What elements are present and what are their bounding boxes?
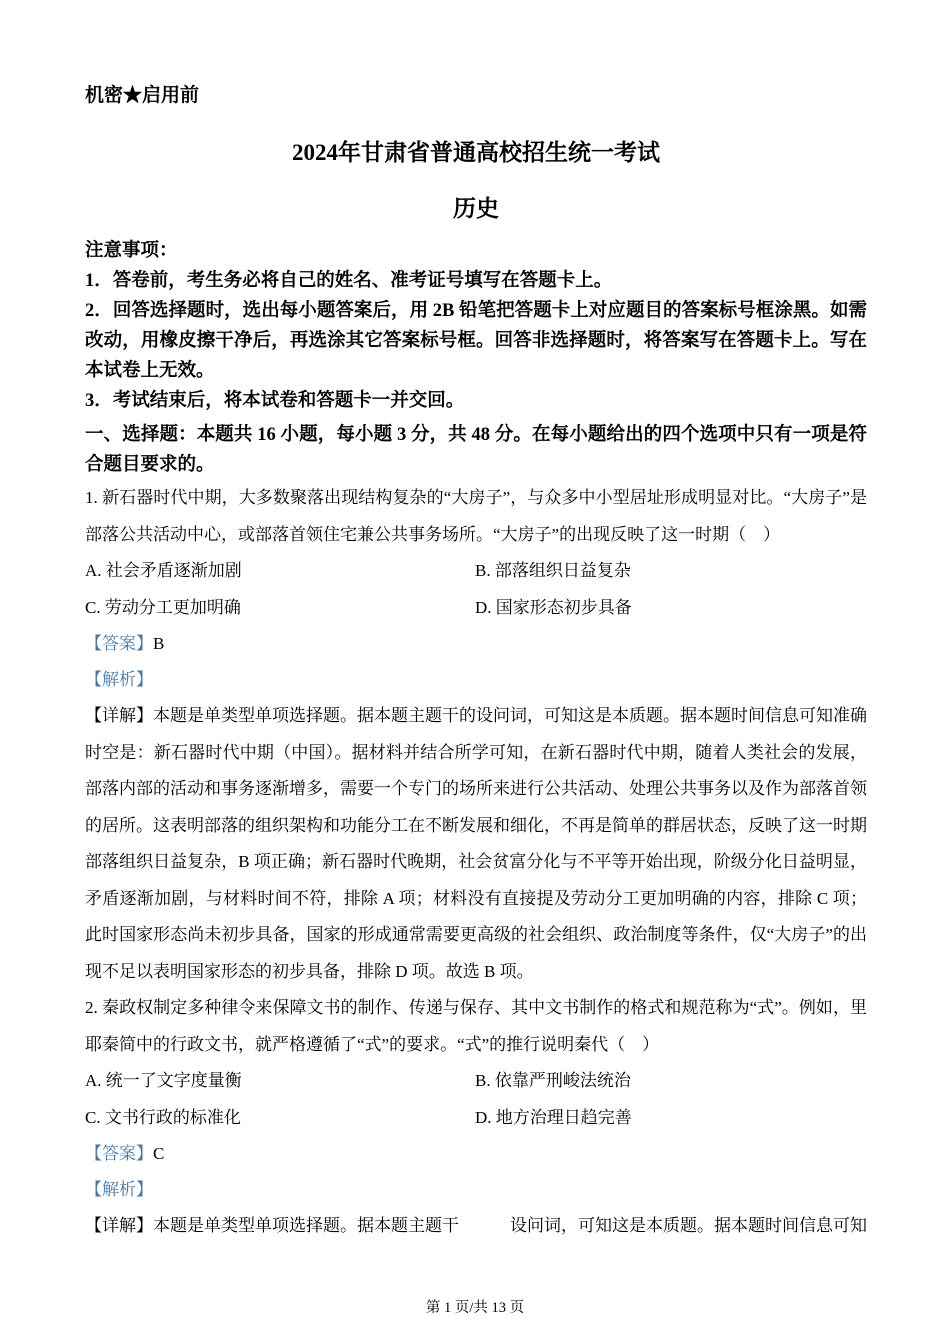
- question-2-answer-line: [85, 1136, 867, 1172]
- question-block-2: [85, 990, 867, 1245]
- question-2-option-c: C. 文书行政的标准化: [85, 1107, 241, 1127]
- notice-item-2: 2．回答选择题时，选出每小题答案后，用 2B 铅笔把答题卡上对应题目的答案标号框涂黑。如需改动，用橡皮擦干净后，再选涂其它答案标号框。回答非选择题时，将答案写在答题卡上。写在本试卷上无效。: [85, 301, 867, 381]
- subject-title: 历史: [453, 196, 499, 221]
- notice-heading: 注意事项：: [85, 241, 178, 261]
- question-1-detail-text: 本题是单类型单项选择题。据本题主题干的设问词，可知这是本质题。据本题时间信息可知准确时空是：新石器时代中期（中国）。据材料并结合所学可知，在新石器时代中期，随着人类社会的发展，部落内部的活动和事务逐渐增多，需要一个专门的场所来进行公共活动、处理公共事务以及作为部落首领的居所。这表明部落的组织架构和功能分工在不断发展和细化，不再是简单的群居状态，反映了这一时期部落组织日益复杂，B 项正确；新石器时代晚期，社会贫富分化与不平等开始出现，阶级分化日益明显，矛盾逐渐加剧，与材料时间不符，排除 A 项；材料没有直接提及劳动分工更加明确的内容，排除 C 项；此时国家形态尚未初步具备，国家的形成通常需要更高级的社会组织、政治制度等条件，仅“大房子”的出现不足以表明国家形态的初步具备，排除 D 项。故选 B 项。: [85, 706, 867, 981]
- question-block-1: [85, 480, 867, 990]
- page-number: 第 1 页/共 13 页: [425, 1300, 525, 1316]
- question-2-detail: [85, 1208, 867, 1245]
- question-1-option-b: B. 部落组织日益复杂: [475, 561, 631, 580]
- notice-item-1: 1．答卷前，考生务必将自己的姓名、准考证号填写在答题卡上。: [85, 271, 613, 291]
- analysis-label: 【解析】: [85, 1180, 153, 1199]
- question-2-detail-text: 本题是单类型单项选择题。据本题主题干 设问词，可知这是本质题。据本题时间信息可知: [153, 1216, 867, 1235]
- detail-label: 【详解】: [85, 706, 153, 725]
- question-1-analysis-line: [85, 662, 867, 698]
- question-2-option-d: D. 地方治理日趋完善: [475, 1107, 632, 1127]
- notice-item-3: 3．考试结束后，将本试卷和答题卡一并交回。: [85, 391, 465, 411]
- exam-title: 2024年甘肃省普通高校招生统一考试: [292, 140, 660, 165]
- question-1-stem: 1. 新石器时代中期，大多数聚落出现结构复杂的“大房子”，与众多中小型居址形成明显对比。“大房子”是部落公共活动中心，或部落首领住宅兼公共事务场所。“大房子”的出现反映了这一时期（ ）: [85, 488, 867, 544]
- notice-section: [85, 236, 867, 416]
- question-2-options: [85, 1063, 867, 1136]
- detail-label: 【详解】: [85, 1216, 153, 1235]
- question-2-analysis-line: [85, 1172, 867, 1208]
- question-1-option-c: C. 劳动分工更加明确: [85, 597, 241, 617]
- question-1-answer-line: [85, 626, 867, 662]
- question-1-option-a: A. 社会矛盾逐渐加剧: [85, 561, 242, 580]
- section-heading: 一、选择题：本题共 16 小题，每小题 3 分，共 48 分。在每小题给出的四个选项中只有一项是符合题目要求的。: [85, 425, 867, 475]
- answer-label: 【答案】: [85, 634, 153, 653]
- answer-label: 【答案】: [85, 1144, 153, 1163]
- document-page: [85, 0, 867, 1245]
- question-1-options: [85, 553, 867, 626]
- question-1-answer-value: B: [153, 634, 165, 653]
- question-2-stem: 2. 秦政权制定多种律令来保障文书的制作、传递与保存、其中文书制作的格式和规范称为“式”。例如，里耶秦简中的行政文书，就严格遵循了“式”的要求。“式”的推行说明秦代（ ）: [85, 998, 867, 1054]
- question-2-answer-value: C: [153, 1144, 165, 1163]
- classification-label: 机密★启用前: [85, 85, 200, 106]
- question-1-detail: [85, 698, 867, 990]
- question-1-option-d: D. 国家形态初步具备: [475, 597, 632, 617]
- analysis-label: 【解析】: [85, 670, 153, 689]
- question-2-option-a: A. 统一了文字度量衡: [85, 1071, 242, 1090]
- question-2-option-b: B. 依靠严刑峻法统治: [475, 1071, 631, 1090]
